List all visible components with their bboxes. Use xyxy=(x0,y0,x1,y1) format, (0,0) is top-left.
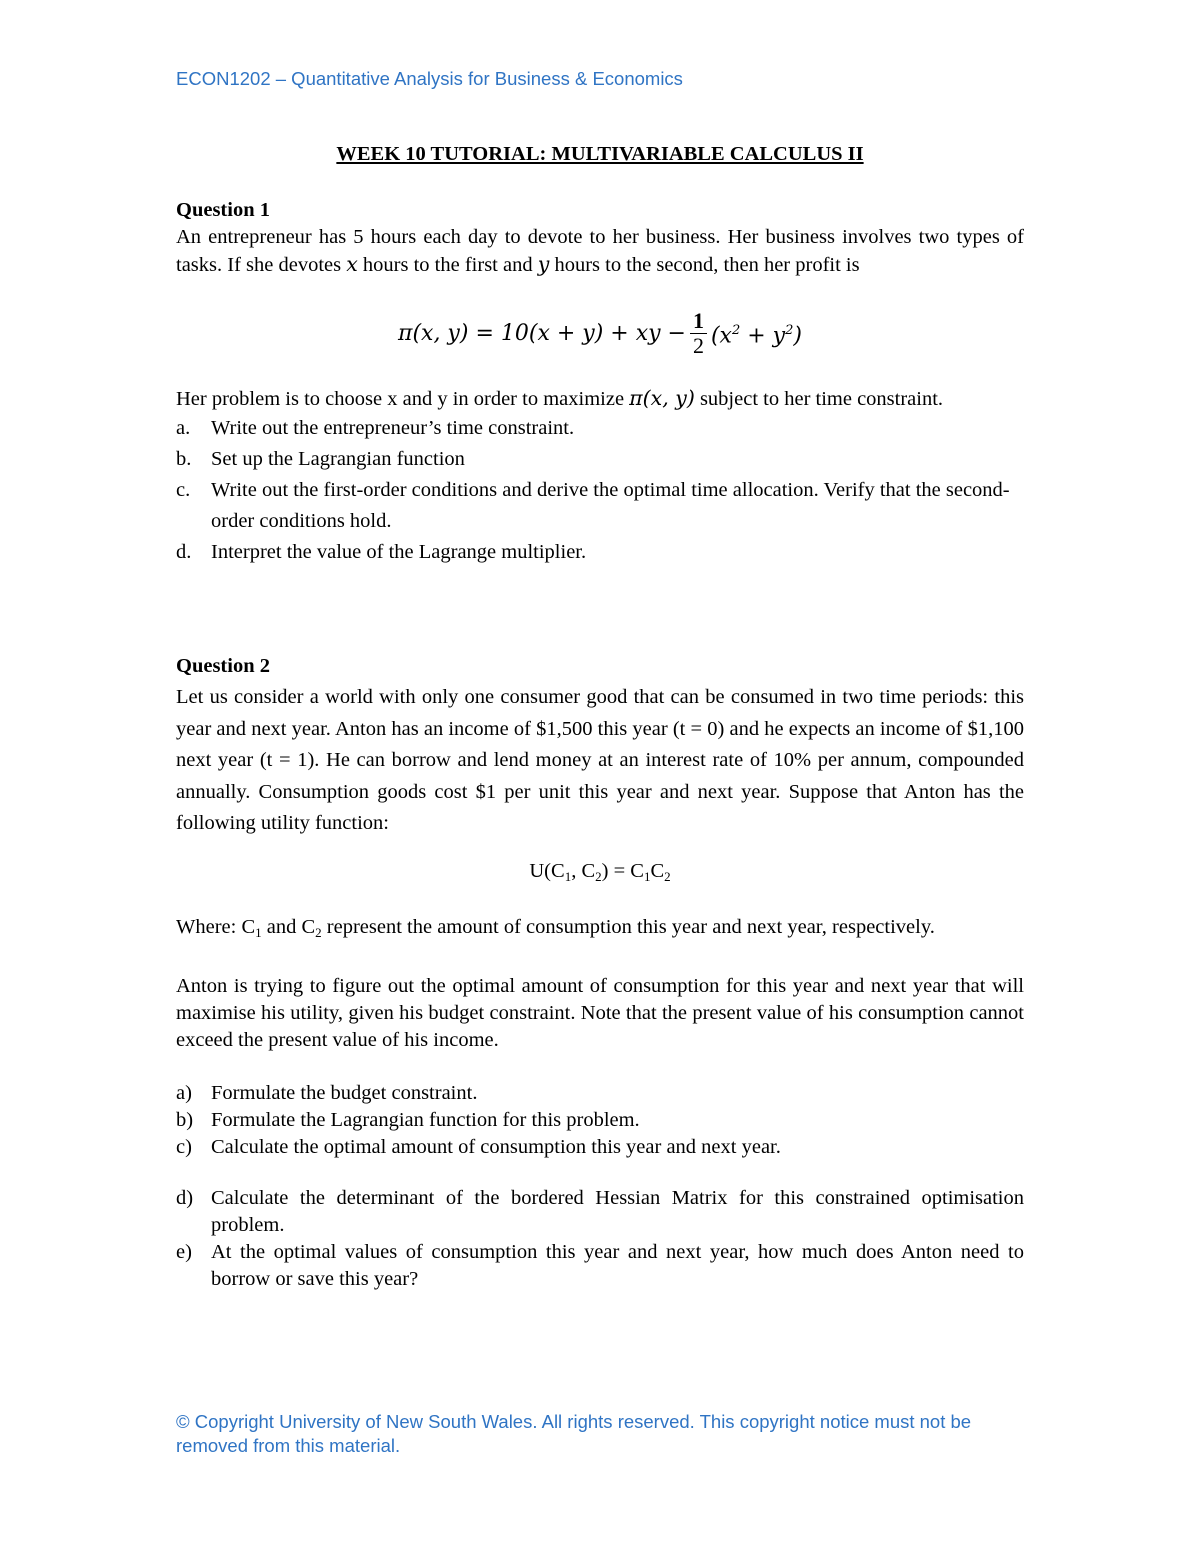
question-1 xyxy=(176,197,1024,568)
question-2 xyxy=(176,653,1024,1293)
page-header: ECON1202 – Quantitative Analysis for Business & Economics xyxy=(176,68,683,89)
question-2-where: Where: $C_1$ and $C_2$ represent the amount of consumption this year and next year, respectively. xyxy=(176,915,935,940)
fraction-one-half: $\frac{1}{2}$ xyxy=(690,309,707,358)
list-item: c. Write out the first-order conditions and derive the optimal time allocation. Verify that the second-order conditions hold. xyxy=(176,479,1010,532)
list-item: c) Calculate the optimal amount of consumption this year and next year. xyxy=(176,1135,781,1158)
list-item: b) Formulate the Lagrangian function for this problem. xyxy=(176,1108,640,1131)
question-2-heading: Question 2 xyxy=(176,655,270,677)
list-item: d) Calculate the determinant of the bordered Hessian Matrix for this constrained optimisation problem. xyxy=(176,1186,1024,1236)
list-item: a. Write out the entrepreneur’s time constraint. xyxy=(176,417,575,439)
question-2-intro: Let us consider a world with only one consumer good that can be consumed in two time periods: this year and next year. Anton has an income of $1,500 this year (t = 0) and he expects an income of $1,100 next year (t = 1). He can borrow and lend money at an interest rate of 10% per annum, compounded annually. Consumption goods cost $1 per unit this year and next year. Suppose that Anton has the following utility function: xyxy=(176,686,1024,834)
question-1-heading: Question 1 xyxy=(176,199,270,221)
profit-formula: π(x, y) = 10(x + y) + xy − $\frac{1}{2}$ $(x^2 + y^2)$ xyxy=(398,307,802,358)
utility-function: $U(C_1$, $C_2) = C_1C_2$ xyxy=(529,859,671,884)
list-item: b. Set up the Lagrangian function xyxy=(176,448,465,470)
question-1-intro: An entrepreneur has 5 hours each day to devote to her business. Her business involves two types of tasks. If she devotes x hours to the first and y hours to the second, then her profit is xyxy=(176,226,1024,276)
list-item: a) Formulate the budget constraint. xyxy=(176,1081,478,1104)
question-1-problem: Her problem is to choose x and y in order to maximize π(x, y) subject to her time constraint. xyxy=(176,386,944,410)
question-2-paragraph: Anton is trying to figure out the optimal amount of consumption for this year and next year that will maximise his utility, given his budget constraint. Note that the present value of his consumption cannot exceed the present value of his income. xyxy=(176,974,1024,1051)
list-item: d. Interpret the value of the Lagrange multiplier. xyxy=(176,541,587,563)
page-title: WEEK 10 TUTORIAL: MULTIVARIABLE CALCULUS II xyxy=(336,143,864,165)
question-2-parts xyxy=(176,1080,1024,1293)
copyright-footer: © Copyright University of New South Wales. All rights reserved. This copyright notice must not be removed from this material. xyxy=(176,1411,972,1456)
list-item: e) At the optimal values of consumption this year and next year, how much does Anton need to borrow or save this year? xyxy=(176,1240,1024,1290)
question-1-parts xyxy=(176,413,1024,568)
